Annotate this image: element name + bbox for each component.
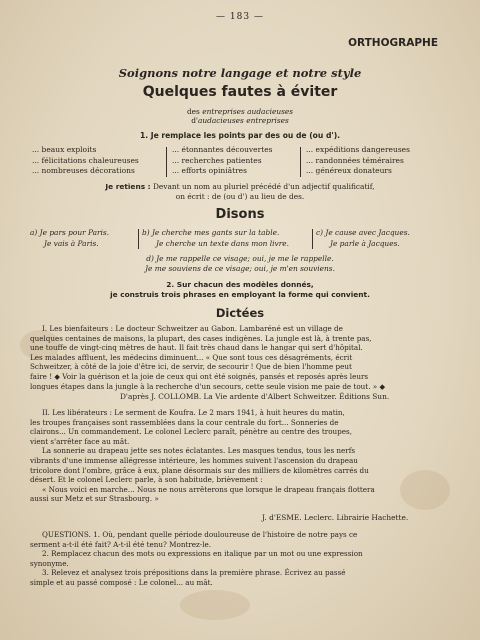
column-divider: [138, 229, 139, 249]
example-line-2: d'audacieuses entreprises: [191, 116, 289, 125]
dictee-2-source: J. d'ESME. Leclerc. Librairie Hachette.: [262, 513, 409, 522]
example-a: a) Je pars pour Paris. Je vais à Paris.: [30, 228, 110, 248]
exercise-2-line-2: je construis trois phrases en employant la forme qui convient.: [110, 290, 370, 299]
disons-heading: Disons: [215, 207, 265, 222]
dictee-2-text: II. Les libérateurs : Le serment de Koufra. Le 2 mars 1941, à huit heures du matin, les troupes françaises sont rassemblées dans la cour centrale du fort... Sonneries de clairons... Un commandement. Le colonel Leclerc paraît, pénètre au centre des troupes, vient s'arrêter face au mât. La sonnerie au drapeau jette ses notes éclatantes. Les masques tendus, tous les nerfs vibrants d'une immense allégresse intérieure, les hommes suivent l'ascension du drapeau tricolore dont l'ombre, grâce à eux, plane désormais sur des milliers de kilomètres carrés du désert. Et le colonel Leclerc parle, à son habitude, brièvement : « Nous voici en marche... Nous ne nous arrêterons que lorsque le drapeau français flottera aussi sur Metz et sur Strasbourg. »: [30, 408, 375, 504]
exercise-1-column-1: ... beaux exploits ... félicitations chaleureuses ... nombreuses décorations: [32, 145, 139, 175]
questions-text: QUESTIONS. 1. Où, pendant quelle période douloureuse de l'histoire de notre pays ce serment a-t-il été fait? A-t-il été tenu? Montrez-le. 2. Remplacez chacun des mots ou expressions en italique par un mot ou une expression synonyme. 3. Relevez et analysez trois prépositions dans la première phrase. Écrivez au passé simple et au passé composé : Le colonel... au mât.: [30, 530, 363, 587]
lesson-heading: Quelques fautes à éviter: [142, 84, 338, 100]
dictees-heading: Dictées: [215, 306, 265, 320]
exercise-1-column-2: ... étonnantes découvertes ... recherches patientes ... efforts opiniâtres: [172, 145, 273, 175]
column-divider: [312, 229, 313, 249]
example-d-line-2: Je me souviens de ce visage; oui, je m'en souviens.: [145, 264, 335, 273]
page-number: — 183 —: [216, 12, 264, 22]
example-b: b) Je cherche mes gants sur la table. Je cherche un texte dans mon livre.: [142, 228, 289, 248]
dictee-1-source: D'après J. COLLOMB. La Vie ardente d'Albert Schweitzer. Éditions Sun.: [120, 392, 390, 401]
section-title: ORTHOGRAPHE: [348, 37, 438, 49]
example-d-line-1: d) Je me rappelle ce visage; oui, je me le rappelle.: [146, 254, 334, 263]
rule-line-2: on écrit : de (ou d') au lieu de des.: [175, 192, 305, 201]
rule-line-1: Je retiens : Devant un nom au pluriel précédé d'un adjectif qualificatif,: [105, 182, 375, 191]
lesson-subtitle: Soignons notre langage et notre style: [118, 66, 362, 80]
column-divider: [300, 147, 301, 177]
exercise-2-line-1: 2. Sur chacun des modèles donnés,: [166, 280, 314, 289]
column-divider: [166, 147, 167, 177]
exercise-1-column-3: ... expéditions dangereuses ... randonnées téméraires ... généreux donateurs: [306, 145, 410, 175]
paper-stain: [180, 590, 250, 620]
example-line-1: des entreprises audacieuses: [186, 107, 294, 116]
dictee-1-text: I. Les bienfaiteurs : Le docteur Schweitzer au Gabon. Lambaréné est un village de quelques centaines de maisons, la plupart, des cases indigènes. La jungle est là, à trente pas, une touffe de vingt-cinq mètres de haut. Il fait très chaud dans le hangar qui sert d'hôpital. Les malades affluent, les médecins diminuent... « Que sont tous ces désagréments, écrit Schweitzer, à côté de la joie d'être ici, de servir, de secourir ! Que de bien l'homme peut faire ! ◆ Voir la guérison et la joie de ceux qui ont été soignés, pansés et reposés après leurs longues étapes dans la jungle à la recherche d'un secours, cette seule vision me paie de tout. » ◆: [30, 324, 385, 391]
example-c: c) Je cause avec Jacques. Je parle à Jacques.: [316, 228, 410, 248]
exercise-1-instruction: 1. Je remplace les points par des ou de (ou d').: [139, 131, 341, 140]
